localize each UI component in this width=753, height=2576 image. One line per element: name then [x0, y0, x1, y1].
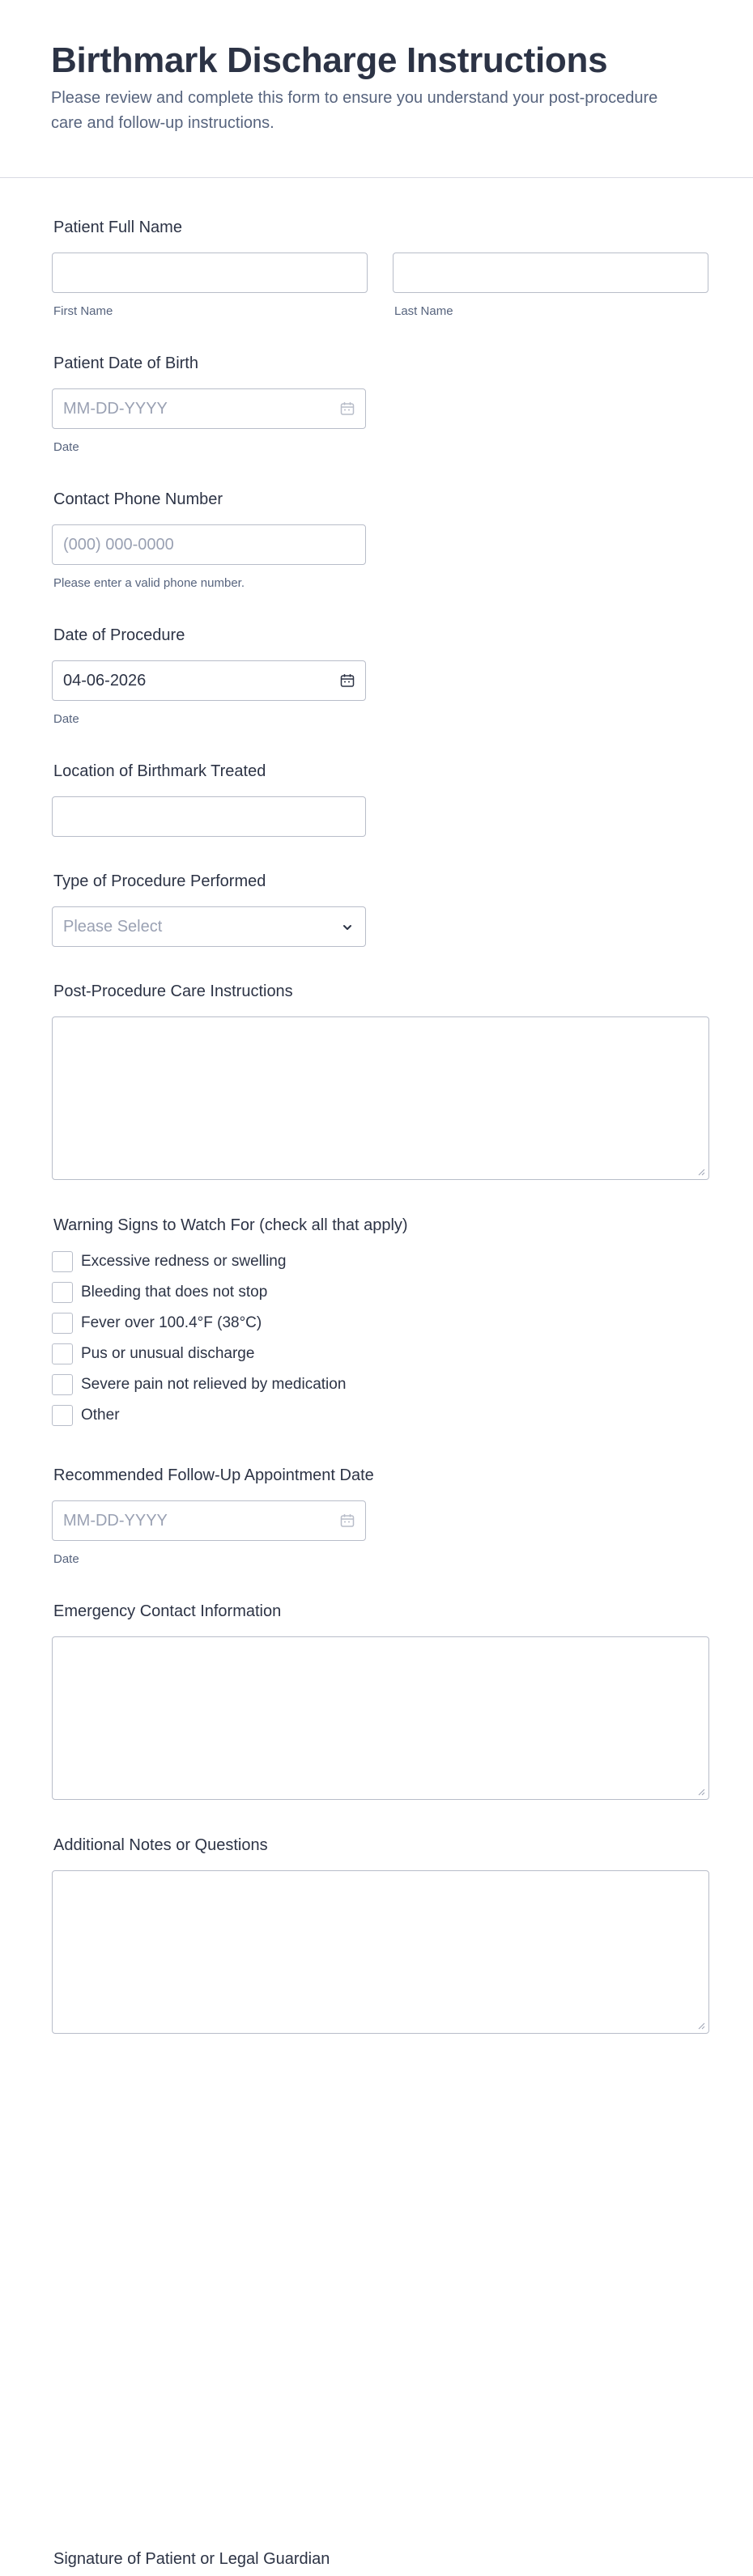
checkbox[interactable]: [52, 1343, 73, 1364]
emergency-contact-label: Emergency Contact Information: [53, 1602, 282, 1620]
form-title: Birthmark Discharge Instructions: [51, 40, 608, 80]
last-name-input[interactable]: [393, 253, 708, 293]
procedure-date-label: Date of Procedure: [53, 626, 185, 644]
dob-input[interactable]: [52, 388, 366, 429]
signature-label: Signature of Patient or Legal Guardian: [53, 2550, 330, 2568]
checkbox[interactable]: [52, 1251, 73, 1272]
location-input[interactable]: [52, 796, 366, 837]
first-name-input[interactable]: [52, 253, 368, 293]
resize-grip-icon[interactable]: [697, 2022, 705, 2030]
checkbox[interactable]: [52, 1374, 73, 1395]
checkbox[interactable]: [52, 1282, 73, 1303]
patient-name-label: Patient Full Name: [53, 219, 182, 236]
warning-option-label: Fever over 100.4°F (38°C): [81, 1314, 262, 1331]
warning-option-label: Other: [81, 1407, 120, 1424]
warning-option[interactable]: [52, 1281, 267, 1304]
form-subtitle: Please review and complete this form to ensure you understand your post-procedure care and follow-up instructions.: [51, 89, 658, 132]
checkbox[interactable]: [52, 1405, 73, 1426]
calendar-icon[interactable]: [339, 673, 355, 689]
care-instructions-label: Post-Procedure Care Instructions: [53, 982, 293, 1000]
notes-label: Additional Notes or Questions: [53, 1836, 268, 1854]
warning-option-label: Excessive redness or swelling: [81, 1253, 287, 1270]
calendar-icon[interactable]: [339, 1513, 355, 1529]
form-header: [0, 0, 753, 178]
first-name-sublabel: First Name: [53, 304, 113, 318]
emergency-contact-textarea[interactable]: [52, 1636, 709, 1800]
warning-option[interactable]: [52, 1312, 262, 1335]
warning-option[interactable]: [52, 1250, 286, 1273]
checkbox[interactable]: [52, 1313, 73, 1334]
procedure-date-sublabel: Date: [53, 712, 79, 726]
procedure-type-label: Type of Procedure Performed: [53, 872, 266, 890]
followup-date-placeholder: MM-DD-YYYY: [63, 1512, 168, 1530]
resize-grip-icon[interactable]: [697, 1168, 705, 1176]
care-instructions-textarea[interactable]: [52, 1016, 709, 1180]
phone-sublabel: Please enter a valid phone number.: [53, 576, 245, 590]
procedure-date-input[interactable]: [52, 660, 366, 701]
warning-option[interactable]: [52, 1343, 254, 1365]
procedure-type-placeholder: Please Select: [63, 918, 163, 936]
followup-date-input[interactable]: [52, 1500, 366, 1541]
warning-signs-label: Warning Signs to Watch For (check all that apply): [53, 1216, 408, 1234]
warning-option-label: Severe pain not relieved by medication: [81, 1376, 347, 1393]
phone-input[interactable]: [52, 524, 366, 565]
phone-label: Contact Phone Number: [53, 490, 223, 508]
last-name-sublabel: Last Name: [394, 304, 453, 318]
dob-sublabel: Date: [53, 440, 79, 454]
phone-placeholder: (000) 000-0000: [63, 536, 174, 554]
notes-textarea[interactable]: [52, 1870, 709, 2034]
chevron-down-icon: [339, 919, 355, 936]
procedure-date-value: 04-06-2026: [63, 672, 147, 690]
warning-option[interactable]: [52, 1404, 120, 1427]
warning-option[interactable]: [52, 1373, 346, 1396]
warning-option-label: Bleeding that does not stop: [81, 1284, 268, 1301]
warning-option-label: Pus or unusual discharge: [81, 1345, 255, 1362]
calendar-icon[interactable]: [339, 401, 355, 417]
dob-placeholder: MM-DD-YYYY: [63, 400, 168, 418]
location-label: Location of Birthmark Treated: [53, 762, 266, 780]
followup-date-sublabel: Date: [53, 1552, 79, 1566]
followup-date-label: Recommended Follow-Up Appointment Date: [53, 1466, 374, 1484]
dob-label: Patient Date of Birth: [53, 354, 198, 372]
resize-grip-icon[interactable]: [697, 1788, 705, 1796]
procedure-type-select[interactable]: [52, 906, 366, 947]
